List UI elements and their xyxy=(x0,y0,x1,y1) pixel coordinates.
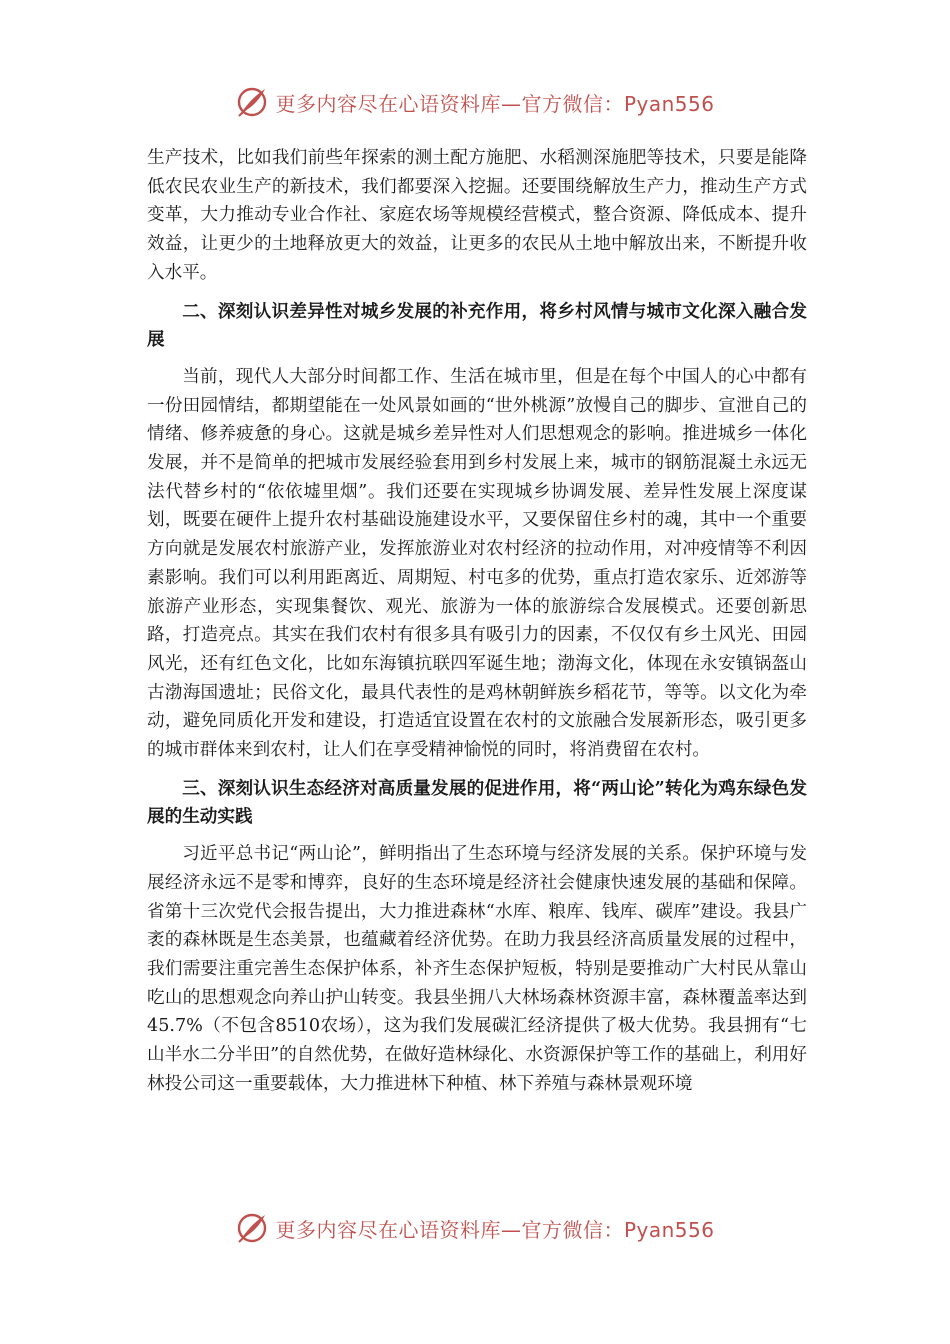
header-watermark xyxy=(0,82,950,122)
quill-logo-icon xyxy=(235,85,269,119)
section-heading-2: 二、深刻认识差异性对城乡发展的补充作用，将乡村风情与城市文化深入融合发展 xyxy=(147,300,807,351)
section-heading-3: 三、深刻认识生态经济对高质量发展的促进作用，将“两山论”转化为鸡东绿色发展的生动实践 xyxy=(147,777,807,828)
quill-logo-icon xyxy=(235,1211,269,1245)
watermark-text: 更多内容尽在心语资料库—官方微信：Pyan556 xyxy=(275,91,715,116)
footer-watermark xyxy=(0,1208,950,1248)
watermark-text: 更多内容尽在心语资料库—官方微信：Pyan556 xyxy=(275,1217,715,1242)
paragraph-section-2: 当前，现代人大部分时间都工作、生活在城市里，但是在每个中国人的心中都有一份田园情结，都期望能在一处风景如画的“世外桃源”放慢自己的脚步、宣泄自己的情绪、修养疲惫的身心。这就是城乡差异性对人们思想观念的影响。推进城乡一体化发展，并不是简单的把城市发展经验套用到乡村发展上来，城市的钢筋混凝土永远无法代替乡村的“依依墟里烟”。我们还要在实现城乡协调发展、差异性发展上深度谋划，既要在硬件上提升农村基础设施建设水平，又要保留住乡村的魂，其中一个重要方向就是发展农村旅游产业，发挥旅游业对农村经济的拉动作用，对冲疫情等不利因素影响。我们可以利用距离近、周期短、村屯多的优势，重点打造农家乐、近郊游等旅游产业形态，实现集餐饮、观光、旅游为一体的旅游综合发展模式。还要创新思路，打造亮点。其实在我们农村有很多具有吸引力的因素，不仅仅有乡土风光、田园风光，还有红色文化，比如东海镇抗联四军诞生地；渤海文化，体现在永安镇锅盔山古渤海国遗址；民俗文化，最具代表性的是鸡林朝鲜族乡稻花节，等等。以文化为牵动，避免同质化开发和建设，打造适宜设置在农村的文旅融合发展新形态，吸引更多的城市群体来到农村，让人们在享受精神愉悦的同时，将消费留在农村。 xyxy=(147,366,807,761)
paragraph-continued: 生产技术，比如我们前些年探索的测土配方施肥、水稻测深施肥等技术，只要是能降低农民农业生产的新技术，我们都要深入挖掘。还要围绕解放生产力，推动生产方式变革，大力推动专业合作社、家庭农场等规模经营模式，整合资源、降低成本、提升效益，让更少的土地释放更大的效益，让更多的农民从土地中解放出来，不断提升收入水平。 xyxy=(147,148,807,283)
paragraph-section-3: 习近平总书记“两山论”，鲜明指出了生态环境与经济发展的关系。保护环境与发展经济永远不是零和博弈，良好的生态环境是经济社会健康快速发展的基础和保障。省第十三次党代会报告提出，大力推进森林“水库、粮库、钱库、碳库”建设。我县广袤的森林既是生态美景，也蕴藏着经济优势。在助力我县经济高质量发展的过程中，我们需要注重完善生态保护体系，补齐生态保护短板，特别是要推动广大村民从靠山吃山的思想观念向养山护山转变。我县坐拥八大林场森林资源丰富，森林覆盖率达到45.7%（不包含8510农场），这为我们发展碳汇经济提供了极大优势。我县拥有“七山半水二分半田”的自然优势，在做好造林绿化、水资源保护等工作的基础上，利用好林投公司这一重要载体，大力推进林下种植、林下养殖与森林景观环境 xyxy=(147,844,807,1094)
document-body xyxy=(147,144,807,1099)
